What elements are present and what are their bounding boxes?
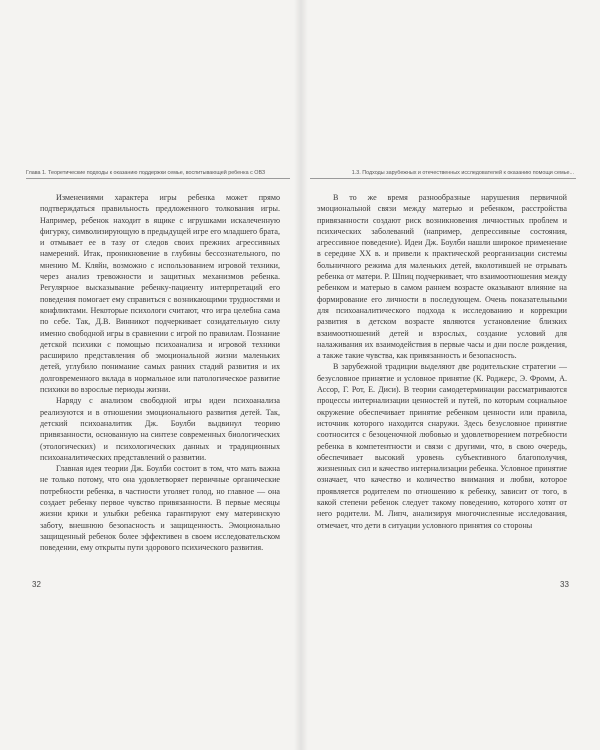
right-running-header: 1.3. Подходы зарубежных и отечественных исследователей к оказанию помощи семье...	[351, 170, 574, 176]
left-running-header: Глава 1. Теоретические подходы к оказанию поддержки семье, воспитывающей ребенка с ОВЗ	[26, 170, 266, 176]
left-page-number: 32	[32, 580, 41, 589]
right-page-text	[317, 192, 567, 531]
left-paragraph-1: Изменениями характера игры ребенка может прямо подтверждаться правильность предложенного толкования игры. Например, ребенок находит в ящике с игрушками искалеченную фигурку, символизирующую в предыдущей игре его младшего брата, и отмывает ее в тазу от следов своих прежних агрессивных намерений. Итак, проникновение в глубины бессознательного, по мнению М. Кляйн, возможно с использованием игровой техники, через анализ тревожности и защитных механизмов ребенка. Регулярное высказывание ребенку-пациенту интерпретаций его поведения помогает ему справиться с возникающими трудностями и конфликтами. Некоторые психологи считают, что игра целебна сама по себе. Так, Д.В. Винникот подчеркивает созидательную силу именно свободной игры в сравнении с игрой по правилам. Познание детской психики с помощью психоанализа и игровой техники расширило представления об эмоциональной жизни маленьких детей, углубило понимание самых ранних стадий развития и их долговременного вклада в нормальное или патологическое развитие психики во взрослые периоды жизни.	[40, 193, 280, 395]
book-gutter	[294, 0, 308, 750]
left-page-text	[40, 192, 280, 554]
right-paragraph-2: В зарубежной традиции выделяют две родительские стратегии — безусловное принятие и условное принятие (К. Роджерс, Э. Фромм, А. Ассор, Г. Рот, Е. Диси). В теории самодетерминации рассматриваются процессы интернализации ценностей и путей, по которым социальное окружение обеспечивает принятие ребенком ценности или правила, источник которого находится снаружи. Здесь безусловное принятие соотносится с безоценочной любовью и удовлетворением потребности ребенка в компетентности и связи с другими, что, в свою очередь, обеспечивает высокий уровень субъективного благополучия, жизненных сил и качество интернализации ребенка. Условное принятие означает, что качество и количество внимания и любви, которое проявляется родителем по отношению к ребенку, зависит от того, в какой степени ребенок следует такому поведению, которого хотят от него родители. М. Липч, анализируя многочисленные исследования, отмечает, что дети в ситуации условного принятия со стороны	[317, 362, 567, 530]
right-paragraph-1: В то же время разнообразные нарушения первичной эмоциональной связи между матерью и ребенком, расстройства привязанности создают риск возникновения личностных проблем и психических заболеваний (например, депрессивные состояния, агрессивное поведение). Идеи Дж. Боулби нашли широкое применение в середине XX в. и привели к практической реорганизации системы больничного режима для маленьких детей, вколотившей не отрывать ребенка от матери. Р. Шпиц подчеркивает, что взаимоотношения между ребенком и матерью в самом раннем возрасте оказывают влияние на формирование его личности в последующем. Очень показательными для психоаналитического подхода к исследованию и коррекции развития в детском возрасте являются установление близких взаимоотношений детей и взрослых, создание условий для налаживания их взаимодействия в первые часы и дни после рождения, а также такие чувства, как привязанность и безопасность.	[317, 193, 567, 361]
right-header-rule	[310, 178, 576, 179]
right-page-number: 33	[560, 580, 569, 589]
left-header-rule	[26, 178, 290, 179]
left-paragraph-3: Главная идея теории Дж. Боулби состоит в том, что мать важна не только потому, что она удовлетворяет первичные органические потребности ребенка, в частности утоляет голод, но главное — она создает ребенку первое чувство привязанности. В первые месяцы жизни крики и улыбки ребенка гарантируют ему материнскую заботу, внешнюю безопасность и защищенность. Эмоционально защищенный ребенок более эффективен в своем исследовательском поведении, ему открыты пути здорового психического развития.	[40, 464, 280, 553]
left-paragraph-2: Наряду с анализом свободной игры идеи психоанализа реализуются и в отношении эмоционального развития детей. Так, детский психоаналитик Дж. Боулби выдвинул теорию привязанности, основанную на синтезе современных биологических (этологических) и психологических данных и традиционных психоаналитических представлений о развитии.	[40, 396, 280, 462]
